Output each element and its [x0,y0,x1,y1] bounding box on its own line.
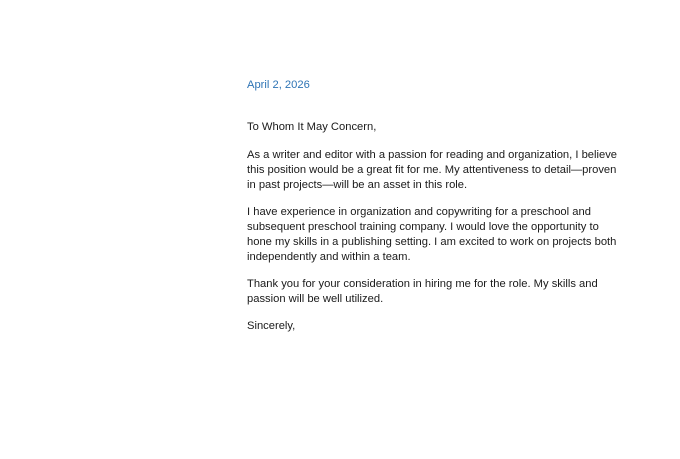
cover-letter [247,78,625,334]
letter-closing: Sincerely, [247,320,296,332]
letter-date: April 2, 2026 [247,79,310,91]
letter-paragraph: As a writer and editor with a passion for reading and organization, I believe this position would be a great fit for me. My attentiveness to detail—proven in past projects—will be an asset in this role. [247,149,618,191]
letter-paragraph: Thank you for your consideration in hiring me for the role. My skills and passion will be well utilized. [247,278,598,305]
letter-paragraph: I have experience in organization and copywriting for a preschool and subsequent preschool training company. I would love the opportunity to hone my skills in a publishing setting. I am excited to work on projects both independently and within a team. [247,206,617,263]
letter-salutation: To Whom It May Concern, [247,121,377,133]
